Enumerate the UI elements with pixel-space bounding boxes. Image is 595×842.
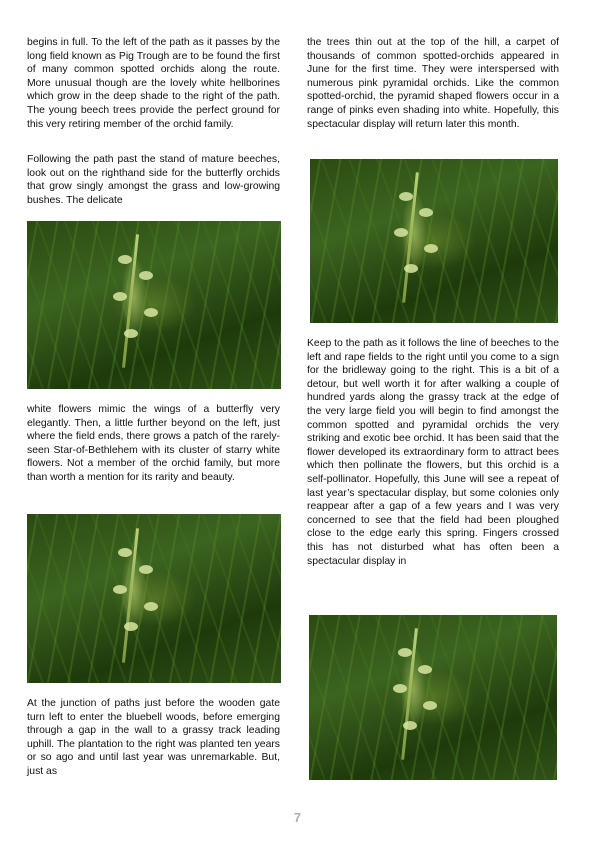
left-paragraph-2: Following the path past the stand of mature beeches, look out on the righthand side for the butterfly orchids that grow singly amongst the grass and low-growing bushes. The delicate [27,154,280,206]
right-paragraph-2: Keep to the path as it follows the line of beeches to the left and rape fields to the right until you come to a sign for the bridleway going to the right. This is a bit of a detour, but well worth it for after walking a couple of hundred yards along the grassy track at the edge of the very large field you will begin to find amongst the common spotted and pyramidal orchids the very striking and exotic bee orchid. It has been said that the flower developed its extraordinary form to attract bees which then pollinate the flowers, but this orchid is a self-pollinator. Hopefully, this June will see a repeat of last year’s spectacular display, but some colonies only reappear after a gap of a few years and I was very concerned to see that the field had been ploughed close to the edge early this spring. Fingers crossed this has not disturbed what has often been a spectacular display in [307,338,559,567]
left-paragraph-1: begins in full. To the left of the path as it passes by the long field known as Pig Trough are to be found the first of many common spotted orchids along the route. More unusual though are the lovely white hellborines which grow in the deep shade to the right of the path. The young beech trees provide the perfect ground for this very retiring member of the orchid family. [27,37,280,130]
orchid-photo-2 [27,514,281,683]
left-paragraph-3: white flowers mimic the wings of a butterfly very elegantly. Then, a little further beyond on the left, just where the field ends, there grows a patch of the rarely-seen Star-of-Bethlehem with its cluster of starry white flowers. Not a member of the orchid family, but more than worth a mention for its rarity and beauty. [27,404,280,483]
orchid-photo-4 [309,615,557,780]
orchid-photo-1 [27,221,281,389]
right-paragraph-1: the trees thin out at the top of the hill, a carpet of thousands of common spotted-orchids appeared in June for the first time. They were interspersed with numerous pink pyramidal orchids. Like the common spotted-orchid, the pyramid shaped flowers occur in a range of pinks even shading into white. Hopefully, this spectacular display will return later this month. [307,37,559,130]
page-number: 7 [293,810,302,825]
left-paragraph-4: At the junction of paths just before the wooden gate turn left to enter the bluebell woods, before emerging through a gap in the wall to a grassy track leading uphill. The plantation to the right was planted ten years or so ago and until last year was unremarkable. But, just as [27,698,280,777]
orchid-photo-3 [310,159,558,323]
